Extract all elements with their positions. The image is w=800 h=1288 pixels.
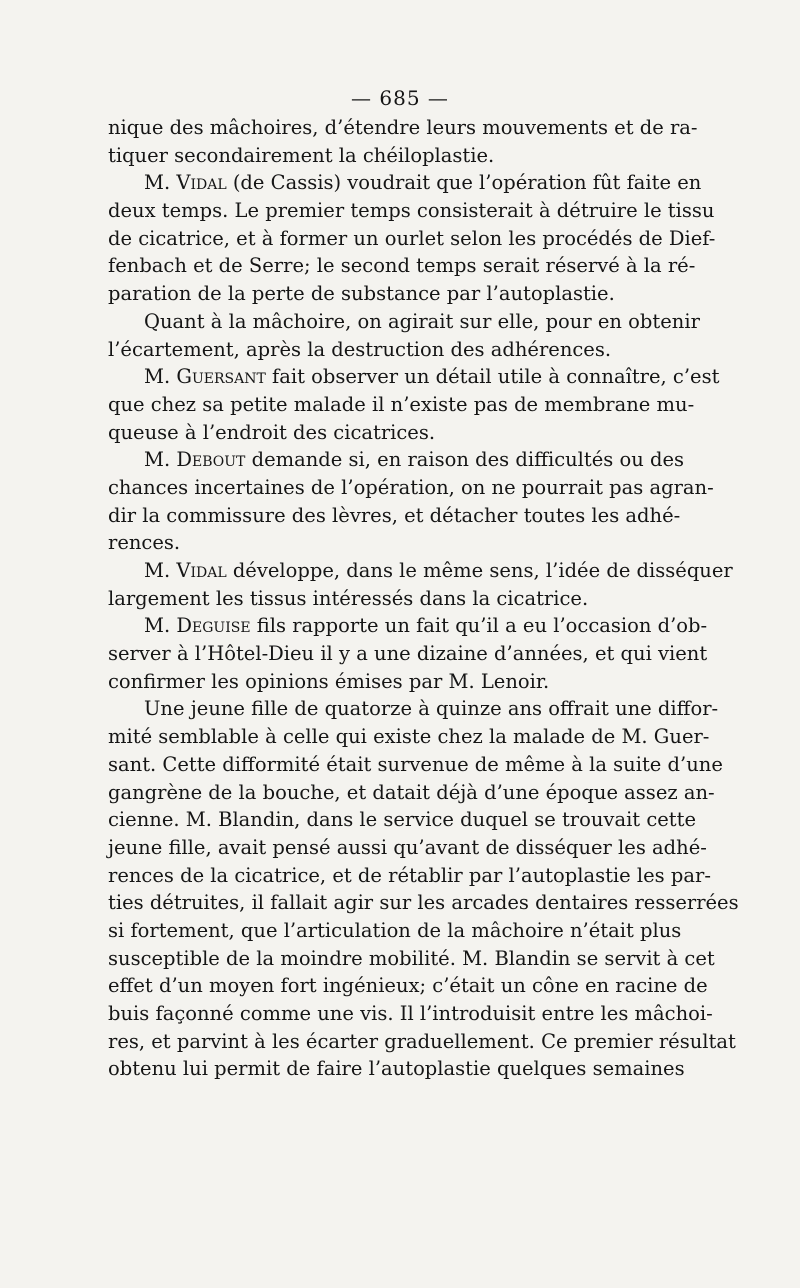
text-line: [108, 336, 668, 364]
text-line: [108, 917, 682, 945]
text-run: server à l’Hôtel-Dieu il y a une dizaine d’années, et qui vient: [108, 642, 708, 666]
page-number: — 685 —: [351, 86, 449, 110]
text-line: [108, 862, 711, 890]
text-line: [108, 419, 668, 447]
text-line: [108, 474, 714, 502]
text-run: de cicatrice, et à former un ourlet selon les procédés de Dief-: [108, 226, 716, 250]
text-line: [108, 363, 720, 391]
text-run: fait observer un détail utile à connaître, c’est: [265, 365, 720, 389]
text-line: [108, 1028, 736, 1056]
text-line: [108, 529, 668, 557]
text-run: sant. Cette difformité était survenue de même à la suite d’une: [108, 752, 723, 776]
text-line: [108, 557, 733, 585]
text-line: [108, 502, 681, 530]
text-line: [108, 640, 708, 668]
speaker-name: Vidal: [176, 171, 227, 195]
text-run: Une jeune fille de quatorze à quinze ans offrait une diffor-: [144, 697, 719, 721]
text-run: fils rapporte un fait qu’il a eu l’occasion d’ob-: [250, 614, 708, 638]
speaker-name: Debout: [176, 448, 246, 472]
text-run: jeune fille, avait pensé aussi qu’avant de disséquer les adhé-: [108, 835, 707, 859]
text-run: queuse à l’endroit des cicatrices.: [108, 420, 436, 444]
text-run: rences.: [108, 531, 181, 555]
text-run: deux temps. Le premier temps consisterait à détruire le tissu: [108, 199, 715, 223]
text-run: ties détruites, il fallait agir sur les arcades dentaires resserrées: [108, 891, 739, 915]
text-run: que chez sa petite malade il n’existe pas de membrane mu-: [108, 392, 695, 416]
text-line: [108, 142, 668, 170]
text-run: largement les tissus intéressés dans la cicatrice.: [108, 586, 589, 610]
text-line: [108, 834, 707, 862]
text-line: [108, 446, 685, 474]
text-run: l’écartement, après la destruction des adhérences.: [108, 337, 612, 361]
text-run: M.: [144, 448, 177, 472]
text-line: [108, 252, 696, 280]
text-line: [108, 972, 708, 1000]
text-line: [108, 751, 723, 779]
text-run: dir la commissure des lèvres, et détacher toutes les adhé-: [108, 503, 681, 527]
text-line: [108, 169, 702, 197]
text-run: fenbach et de Serre; le second temps serait réservé à la ré-: [108, 254, 696, 278]
speaker-name: Deguise: [176, 614, 251, 638]
text-line: [108, 308, 700, 336]
text-run: développe, dans le même sens, l’idée de disséquer: [226, 559, 733, 582]
text-run: susceptible de la moindre mobilité. M. Blandin se servit à cet: [108, 946, 715, 970]
text-line: [108, 114, 698, 142]
text-run: mité semblable à celle qui existe chez la malade de M. Guer-: [108, 725, 710, 749]
text-run: obtenu lui permit de faire l’autoplastie quelques semaines: [108, 1057, 685, 1081]
text-run: buis façonné comme une vis. Il l’introduisit entre les mâchoi-: [108, 1002, 713, 1025]
text-run: effet d’un moyen fort ingénieux; c’était un cône en racine de: [108, 974, 708, 998]
text-run: M.: [144, 365, 177, 389]
text-run: gangrène de la bouche, et datait déjà d’une époque assez an-: [108, 780, 715, 804]
text-line: [108, 612, 708, 640]
text-line: [108, 391, 695, 419]
text-run: chances incertaines de l’opération, on ne pourrait pas agran-: [108, 475, 714, 499]
text-line: [108, 1000, 713, 1028]
text-line: [108, 668, 668, 696]
text-line: [108, 723, 710, 751]
text-run: M.: [144, 171, 177, 195]
text-run: si fortement, que l’articulation de la mâchoire n’était plus: [108, 918, 682, 942]
text-run: res, et parvint à les écarter graduellement. Ce premier résultat: [108, 1029, 736, 1053]
text-run: cienne. M. Blandin, dans le service duquel se trouvait cette: [108, 808, 697, 832]
text-line: [108, 945, 715, 973]
text-run: nique des mâchoires, d’étendre leurs mouvements et de ra-: [108, 116, 698, 139]
text-line: [108, 806, 697, 834]
body-text: [108, 114, 739, 1083]
text-run: confirmer les opinions émises par M. Lenoir.: [108, 669, 550, 693]
text-line: [108, 585, 668, 613]
text-run: M.: [144, 614, 177, 638]
speaker-name: Guersant: [176, 365, 266, 389]
text-run: tiquer secondairement la chéiloplastie.: [108, 143, 495, 167]
text-run: paration de la perte de substance par l’autoplastie.: [108, 282, 615, 306]
text-run: (de Cassis) voudrait que l’opération fût faite en: [226, 171, 702, 195]
text-run: Quant à la mâchoire, on agirait sur elle, pour en obtenir: [144, 309, 700, 333]
text-run: M.: [144, 559, 177, 582]
text-line: [108, 1055, 685, 1083]
text-line: [108, 225, 716, 253]
text-line: [108, 695, 719, 723]
speaker-name: Vidal: [176, 559, 227, 582]
text-run: rences de la cicatrice, et de rétablir par l’autoplastie les par-: [108, 863, 711, 887]
text-line: [108, 779, 715, 807]
text-line: [108, 889, 739, 917]
text-line: [108, 197, 715, 225]
text-line: [108, 280, 668, 308]
text-run: demande si, en raison des difficultés ou des: [245, 448, 685, 472]
